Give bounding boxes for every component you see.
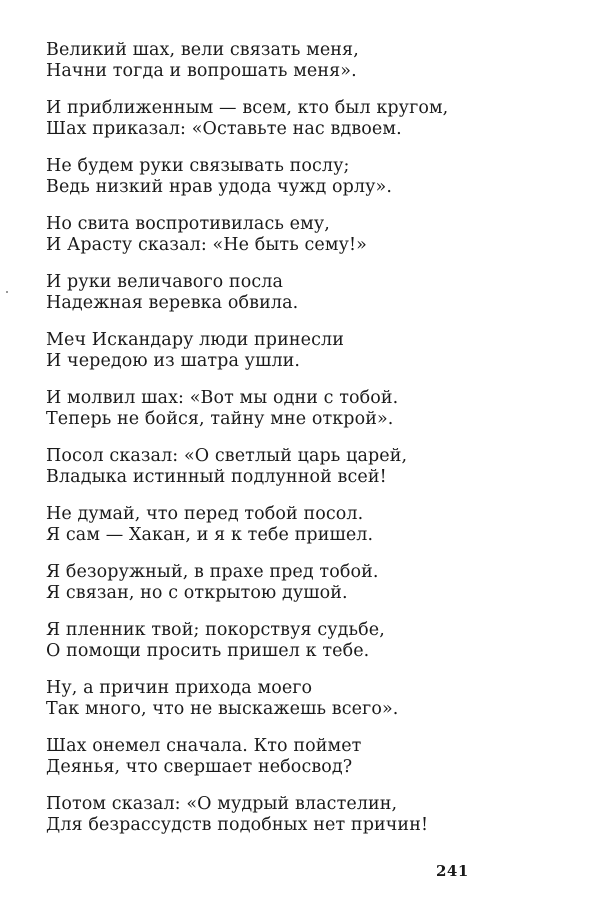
poem-line: О помощи просить пришел к тебе. — [46, 641, 370, 661]
poem-line: И Арасту сказал: «Не быть сему!» — [46, 235, 367, 255]
couplet — [46, 40, 566, 98]
couplet — [46, 330, 566, 388]
poem-line: Надежная веревка обвила. — [46, 293, 299, 313]
poem-line: Не будем руки связывать послу; — [46, 156, 350, 176]
page-number: 241 — [436, 862, 469, 880]
poem-line: Потом сказал: «О мудрый властелин, — [46, 794, 398, 814]
poem-line: Ведь низкий нрав удода чужд орлу». — [46, 177, 392, 197]
couplet — [46, 388, 566, 446]
poem-line: И молвил шах: «Вот мы одни с тобой. — [46, 388, 399, 408]
poem-text — [46, 40, 566, 852]
couplet — [46, 794, 566, 852]
couplet — [46, 98, 566, 156]
couplet — [46, 446, 566, 504]
poem-line: И приближенным — всем, кто был кругом, — [46, 98, 449, 118]
margin-mark — [6, 291, 8, 293]
poem-line: Но свита воспротивилась ему, — [46, 214, 330, 234]
poem-line: Для безрассудств подобных нет причин! — [46, 815, 429, 835]
couplet — [46, 504, 566, 562]
poem-line: Шах онемел сначала. Кто поймет — [46, 736, 362, 756]
poem-line: Посол сказал: «О светлый царь царей, — [46, 446, 408, 466]
couplet — [46, 156, 566, 214]
couplet — [46, 562, 566, 620]
poem-line: Я сам — Хакан, и я к тебе пришел. — [46, 525, 374, 545]
couplet — [46, 678, 566, 736]
poem-line: Так много, что не выскажешь всего». — [46, 699, 399, 719]
poem-line: Шах приказал: «Оставьте нас вдвоем. — [46, 119, 402, 139]
poem-line: И чередою из шатра ушли. — [46, 351, 301, 371]
poem-line: Начни тогда и вопрошать меня». — [46, 61, 357, 81]
couplet — [46, 214, 566, 272]
poem-line: Я пленник твой; покорствуя судьбе, — [46, 620, 385, 640]
poem-line: Я безоружный, в прахе пред тобой. — [46, 562, 379, 582]
poem-line: Деянья, что свершает небосвод? — [46, 757, 353, 777]
poem-line: Я связан, но с открытою душой. — [46, 583, 348, 603]
poem-line: Не думай, что перед тобой посол. — [46, 504, 364, 524]
couplet — [46, 620, 566, 678]
couplet — [46, 736, 566, 794]
poem-line: Ну, а причин прихода моего — [46, 678, 313, 698]
poem-line: Теперь не бойся, тайну мне открой». — [46, 409, 394, 429]
poem-line: Великий шах, вели связать меня, — [46, 40, 359, 60]
poem-line: И руки величавого посла — [46, 272, 283, 292]
couplet — [46, 272, 566, 330]
poem-line: Меч Искандару люди принесли — [46, 330, 344, 350]
poem-line: Владыка истинный подлунной всей! — [46, 467, 387, 487]
